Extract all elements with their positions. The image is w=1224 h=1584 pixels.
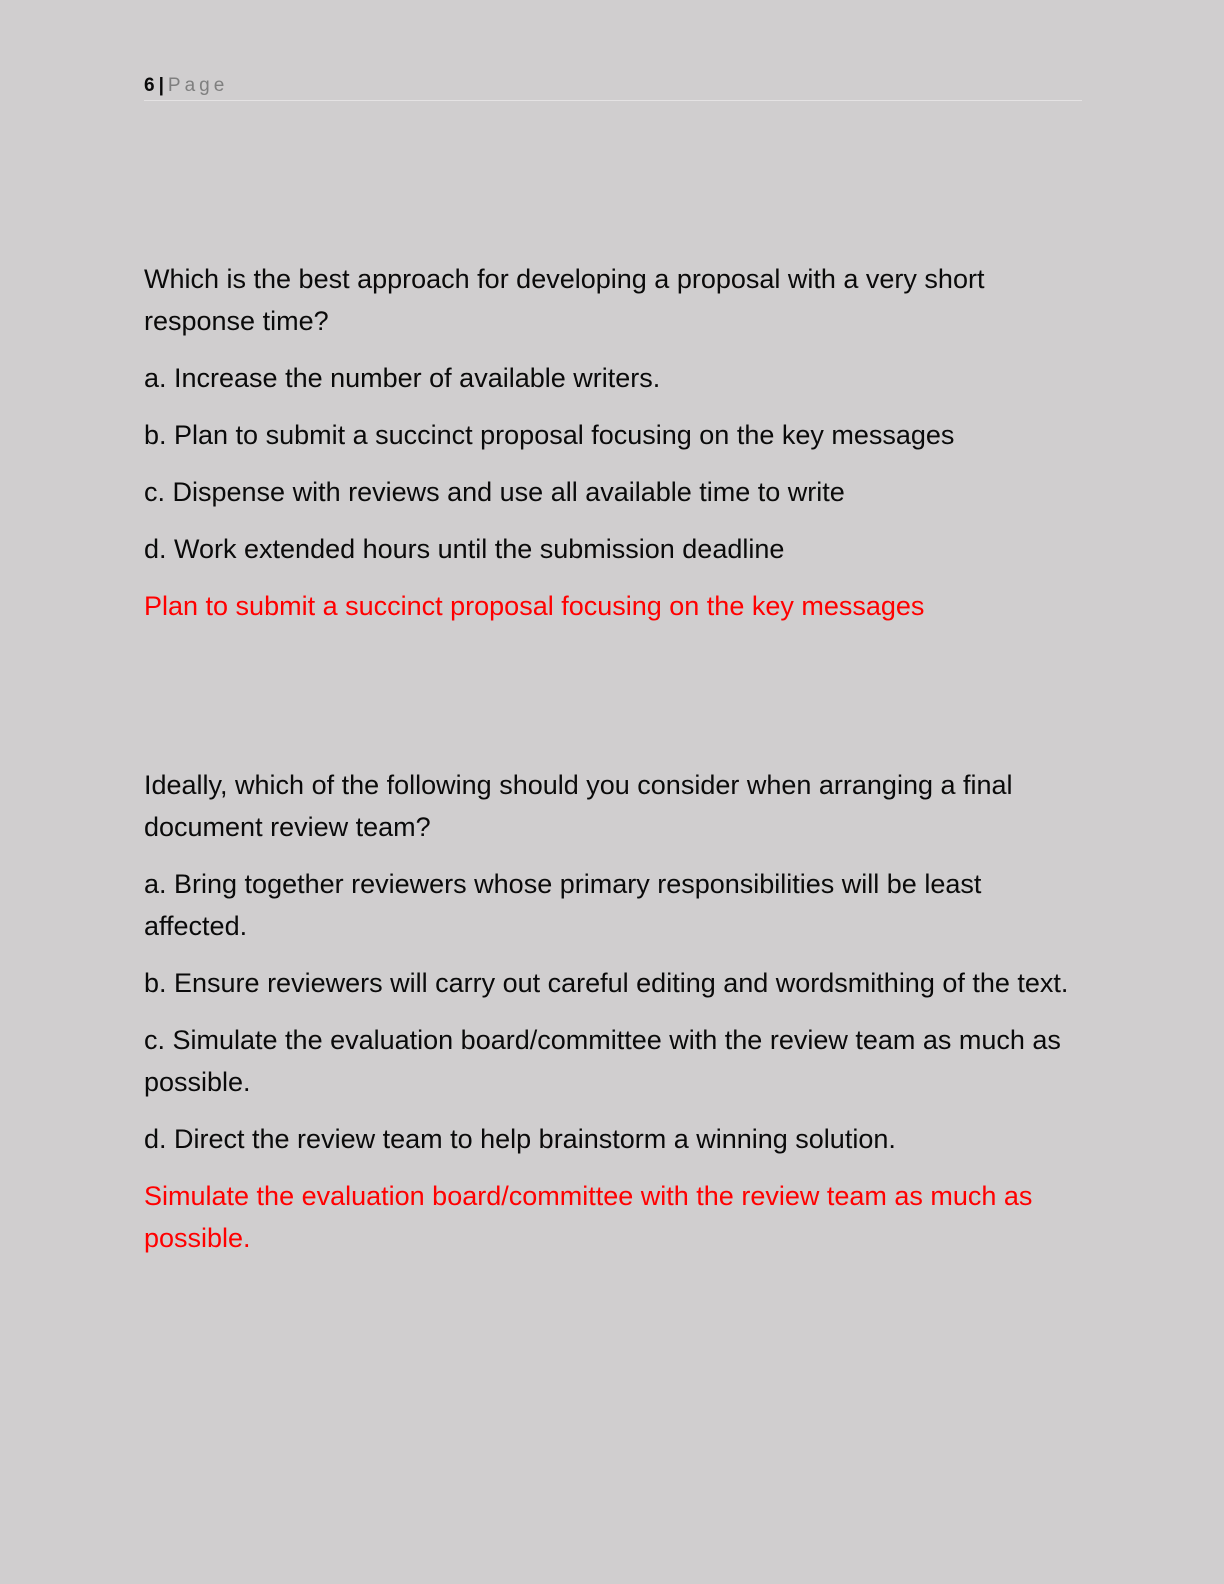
option-b: b. Ensure reviewers will carry out careful editing and wordsmithing of the text. — [144, 968, 1069, 998]
page-label: Page — [167, 75, 229, 96]
option-a: a. Increase the number of available writers. — [144, 363, 661, 393]
question-text: Which is the best approach for developing a proposal with a very short response time? — [144, 264, 985, 336]
answer-text: Simulate the evaluation board/committee with the review team as much as possible. — [144, 1181, 1033, 1253]
page-number: 6 — [144, 75, 155, 96]
page-header — [144, 72, 1082, 101]
question-text: Ideally, which of the following should you consider when arranging a final document review team? — [144, 770, 1013, 842]
question-block-2 — [144, 764, 1074, 1274]
page-separator: | — [158, 75, 164, 96]
option-c: c. Simulate the evaluation board/committee with the review team as much as possible. — [144, 1025, 1061, 1097]
option-b: b. Plan to submit a succinct proposal focusing on the key messages — [144, 420, 955, 450]
option-d: d. Direct the review team to help brainstorm a winning solution. — [144, 1124, 896, 1154]
answer-text: Plan to submit a succinct proposal focusing on the key messages — [144, 591, 925, 621]
question-block-1 — [144, 258, 1074, 642]
option-a: a. Bring together reviewers whose primary responsibilities will be least affected. — [144, 869, 982, 941]
option-c: c. Dispense with reviews and use all available time to write — [144, 477, 845, 507]
option-d: d. Work extended hours until the submission deadline — [144, 534, 785, 564]
